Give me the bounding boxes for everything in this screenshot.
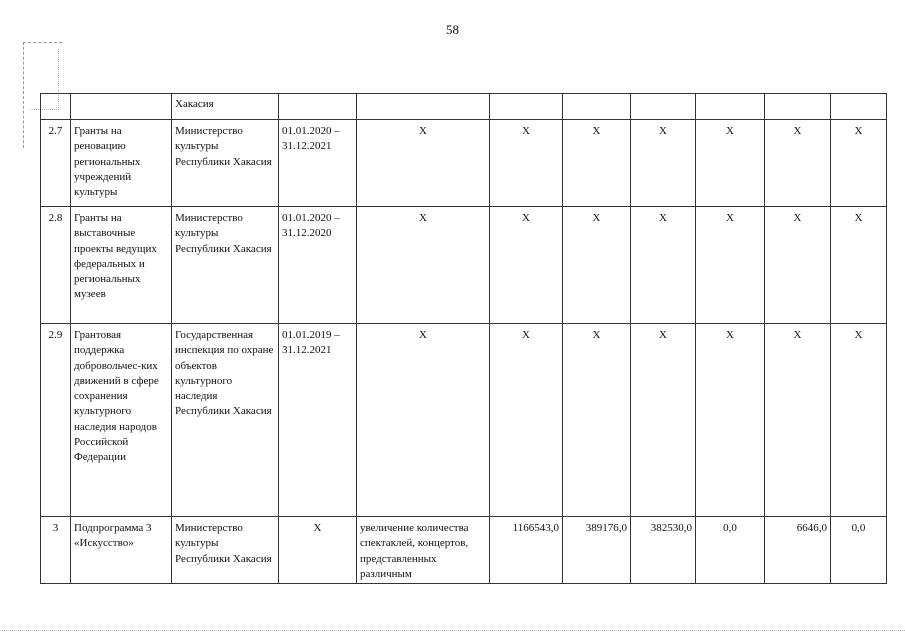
- cell-value-1: Х: [490, 120, 563, 207]
- cell-value-5: 6646,0: [765, 517, 831, 584]
- page-number: 58: [446, 22, 459, 37]
- cell-indicator: Х: [357, 324, 490, 517]
- table-row: [41, 207, 887, 324]
- cell-value-6: Х: [831, 207, 887, 324]
- table-row: [41, 517, 887, 584]
- cell-period: 01.01.2020 – 31.12.2021: [279, 120, 357, 207]
- cell-number: 2.9: [41, 324, 71, 517]
- cell-value-1: Х: [490, 324, 563, 517]
- cell-executor: Министерство культуры Республики Хакасия: [172, 207, 279, 324]
- cell-indicator: Х: [357, 120, 490, 207]
- cell-value-6: Х: [831, 120, 887, 207]
- cell-indicator: Х: [357, 207, 490, 324]
- cell-value-3: Х: [631, 120, 696, 207]
- cell-value-6: 0,0: [831, 517, 887, 584]
- table-row: [41, 324, 887, 517]
- cell-name: [71, 94, 172, 120]
- cell-value-6: Х: [831, 324, 887, 517]
- cell-value-3: [631, 94, 696, 120]
- cell-period: Х: [279, 517, 357, 584]
- cell-number: [41, 94, 71, 120]
- cell-value-2: Х: [563, 207, 631, 324]
- cell-value-2: Х: [563, 120, 631, 207]
- cell-value-4: [696, 94, 765, 120]
- cell-value-4: 0,0: [696, 517, 765, 584]
- cell-name: Грантовая поддержка добровольчес-ких движений в сфере сохранения культурного наследия народов Российской Федерации: [71, 324, 172, 517]
- table-row: [41, 94, 887, 120]
- cell-value-4: Х: [696, 207, 765, 324]
- cell-value-4: Х: [696, 120, 765, 207]
- cell-period: 01.01.2019 – 31.12.2021: [279, 324, 357, 517]
- cell-executor: Государственная инспекция по охране объектов культурного наследия Республики Хакасия: [172, 324, 279, 517]
- cell-number: 2.7: [41, 120, 71, 207]
- scan-bottom-artifact: [0, 630, 905, 631]
- cell-value-4: Х: [696, 324, 765, 517]
- cell-indicator: увеличение количества спектаклей, концертов, представленных различным: [357, 517, 490, 584]
- cell-value-5: Х: [765, 207, 831, 324]
- cell-executor: Министерство культуры Республики Хакасия: [172, 517, 279, 584]
- cell-value-5: Х: [765, 120, 831, 207]
- cell-executor: Хакасия: [172, 94, 279, 120]
- cell-value-3: Х: [631, 324, 696, 517]
- program-table: [40, 93, 887, 584]
- cell-value-5: [765, 94, 831, 120]
- cell-name: Подпрограмма 3 «Искусство»: [71, 517, 172, 584]
- cell-value-1: 1166543,0: [490, 517, 563, 584]
- cell-value-1: [490, 94, 563, 120]
- cell-value-2: 389176,0: [563, 517, 631, 584]
- cell-period: 01.01.2020 – 31.12.2020: [279, 207, 357, 324]
- cell-indicator: [357, 94, 490, 120]
- cell-value-3: Х: [631, 207, 696, 324]
- cell-value-1: Х: [490, 207, 563, 324]
- cell-value-5: Х: [765, 324, 831, 517]
- cell-period: [279, 94, 357, 120]
- cell-number: 2.8: [41, 207, 71, 324]
- cell-value-2: Х: [563, 324, 631, 517]
- cell-value-2: [563, 94, 631, 120]
- cell-number: 3: [41, 517, 71, 584]
- cell-value-6: [831, 94, 887, 120]
- cell-executor: Министерство культуры Республики Хакасия: [172, 120, 279, 207]
- table-row: [41, 120, 887, 207]
- cell-name: Гранты на выставочные проекты ведущих федеральных и региональных музеев: [71, 207, 172, 324]
- cell-value-3: 382530,0: [631, 517, 696, 584]
- cell-name: Гранты на реновацию региональных учреждений культуры: [71, 120, 172, 207]
